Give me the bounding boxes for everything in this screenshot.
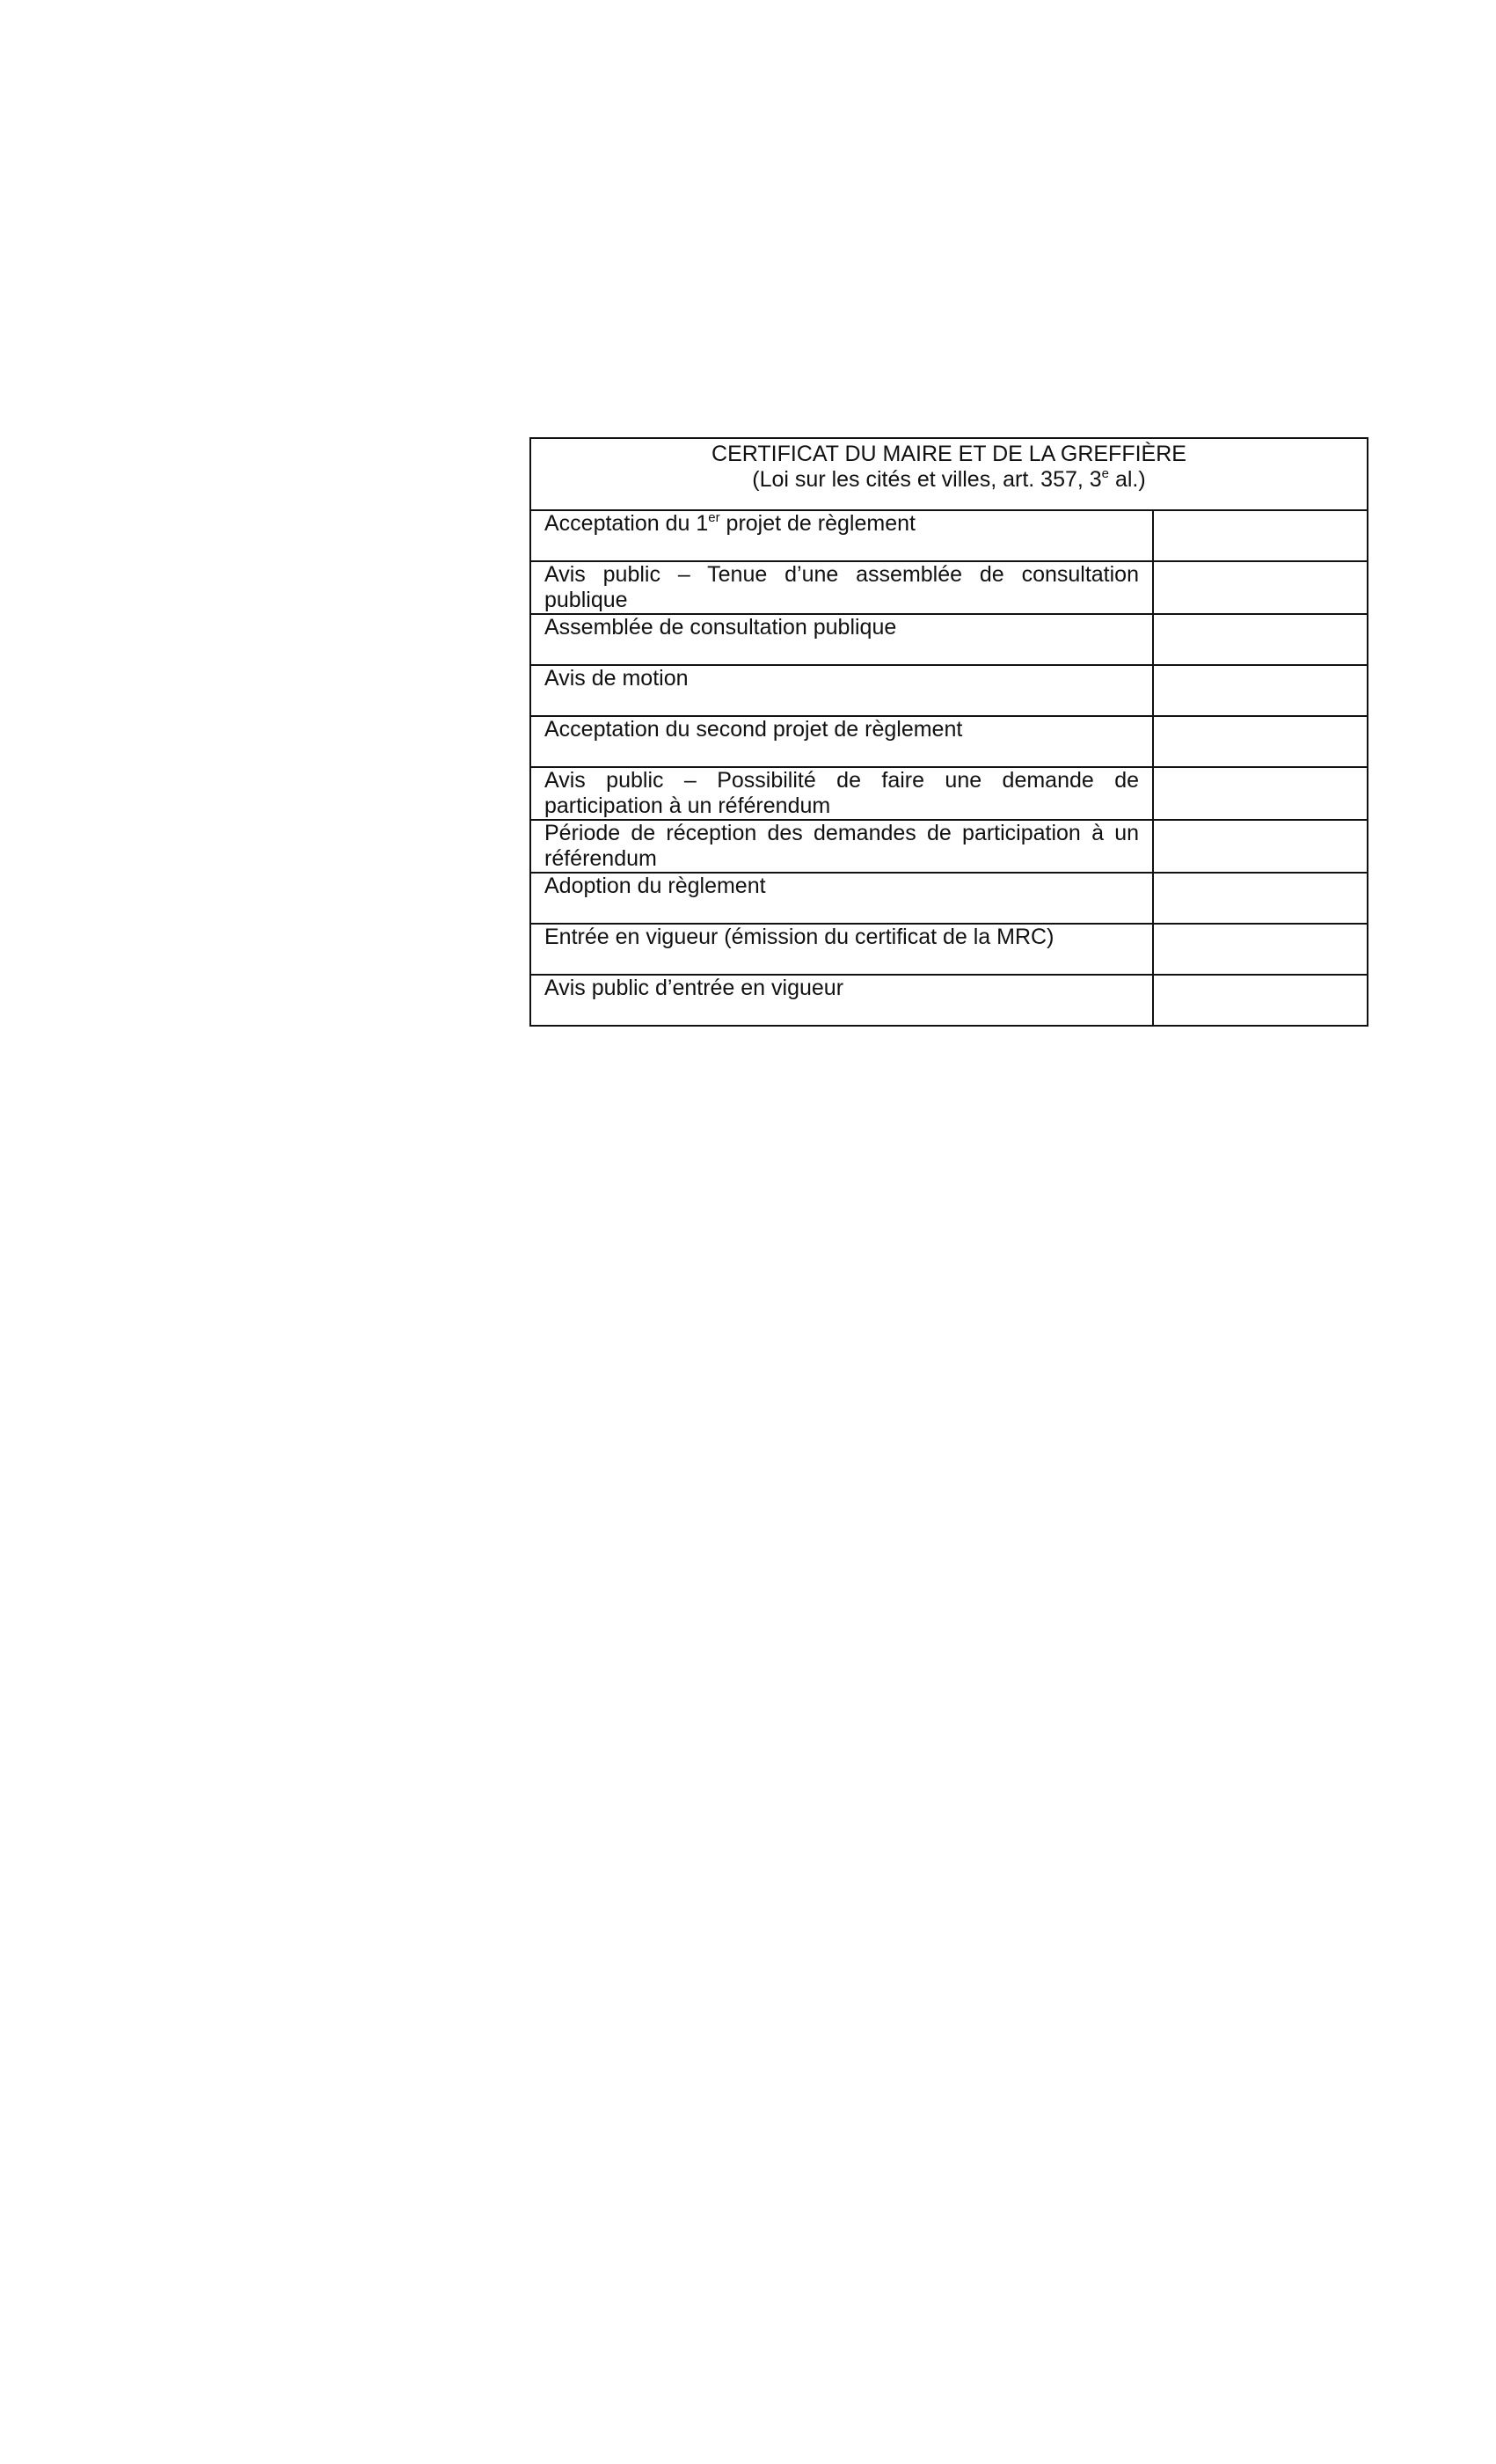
row-value-cell[interactable]	[1153, 614, 1368, 665]
row-label-cell	[530, 665, 1153, 716]
row-label-cell	[530, 510, 1153, 561]
row-value-cell[interactable]	[1153, 767, 1368, 820]
table-row	[530, 767, 1368, 820]
row-label: Adoption du règlement	[544, 874, 766, 898]
row-label	[531, 511, 1152, 537]
certificate-header-row	[530, 438, 1368, 510]
row-label-cell	[530, 820, 1153, 873]
row-label-cell	[530, 873, 1153, 924]
subtitle-superscript: e	[1101, 466, 1110, 481]
certificate-header	[530, 438, 1368, 510]
table-row	[530, 820, 1368, 873]
row-label-cell	[530, 614, 1153, 665]
certificate-subtitle	[531, 467, 1367, 493]
row-label-cell	[530, 975, 1153, 1026]
row-value-cell[interactable]	[1153, 975, 1368, 1026]
row-label-cell	[530, 716, 1153, 767]
row-label-cell	[530, 767, 1153, 820]
row-label-cell	[530, 561, 1153, 614]
row-value-cell[interactable]	[1153, 716, 1368, 767]
table-row	[530, 924, 1368, 975]
row-value-cell[interactable]	[1153, 924, 1368, 975]
row-label: Avis public d’entrée en vigueur	[544, 976, 844, 1000]
certificate-table	[529, 437, 1368, 1027]
table-row	[530, 975, 1368, 1026]
table-row	[530, 665, 1368, 716]
table-row	[530, 614, 1368, 665]
row-label-superscript: er	[708, 510, 720, 525]
table-row	[530, 873, 1368, 924]
certificate-title: CERTIFICAT DU MAIRE ET DE LA GREFFIÈRE	[712, 442, 1186, 466]
row-label: Période de réception des demandes de participation à un référendum	[544, 821, 1139, 871]
row-label: Acceptation du second projet de règlement	[544, 717, 963, 742]
row-label: Avis public – Tenue d’une assemblée de consultation publique	[544, 562, 1139, 612]
row-label-suffix: projet de règlement	[719, 511, 916, 536]
subtitle-text: (Loi sur les cités et villes, art. 357, 3	[752, 467, 1102, 492]
row-value-cell[interactable]	[1153, 873, 1368, 924]
row-value-cell[interactable]	[1153, 561, 1368, 614]
table-row	[530, 561, 1368, 614]
table-row	[530, 716, 1368, 767]
row-label: Entrée en vigueur (émission du certificat de la MRC)	[544, 925, 1054, 949]
subtitle-suffix: al.)	[1109, 467, 1146, 492]
row-value-cell[interactable]	[1153, 510, 1368, 561]
row-label: Assemblée de consultation publique	[544, 615, 897, 640]
row-value-cell[interactable]	[1153, 820, 1368, 873]
row-label-text: Acceptation du 1	[544, 511, 709, 536]
row-label: Avis de motion	[544, 666, 689, 691]
row-label: Avis public – Possibilité de faire une demande de participation à un référendum	[544, 768, 1139, 818]
row-value-cell[interactable]	[1153, 665, 1368, 716]
table-row	[530, 510, 1368, 561]
row-label-cell	[530, 924, 1153, 975]
